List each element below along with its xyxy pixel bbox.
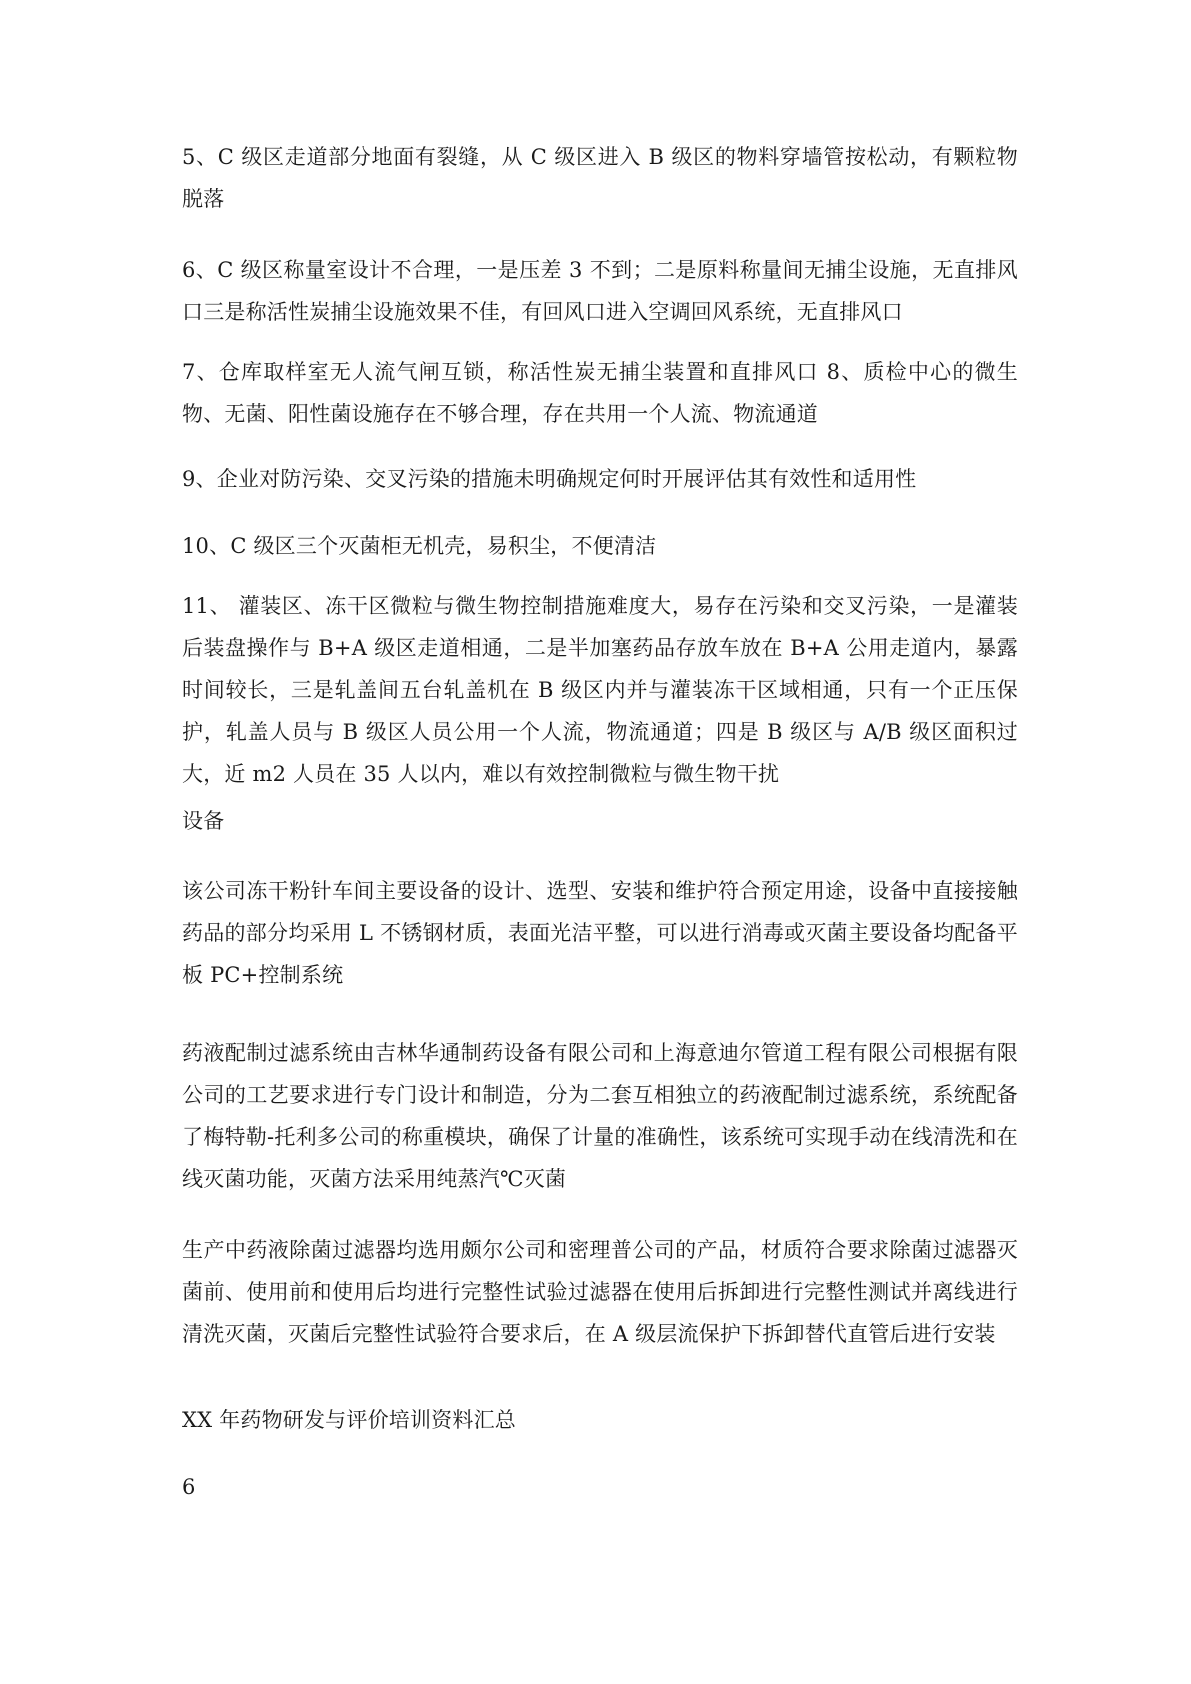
footer-title: XX 年药物研发与评价培训资料汇总 <box>182 1408 516 1432</box>
page-number: 6 <box>182 1475 196 1499</box>
paragraph-equipment-overview: 该公司冻干粉针车间主要设备的设计、选型、安装和维护符合预定用途，设备中直接接触药品的部分均采用 L 不锈钢材质，表面光洁平整，可以进行消毒或灭菌主要设备均配备平板 PC+控制系统 <box>182 879 1018 987</box>
paragraph-item-7: 7、仓库取样室无人流气闸互锁，称活性炭无捕尘装置和直排风口 8、质检中心的微生物、无菌、阳性菌设施存在不够合理，存在共用一个人流、物流通道 <box>182 360 1018 426</box>
paragraph-solution-system: 药液配制过滤系统由吉林华通制药设备有限公司和上海意迪尔管道工程有限公司根据有限公司的工艺要求进行专门设计和制造，分为二套互相独立的药液配制过滤系统，系统配备了梅特勒-托利多公司的称重模块，确保了计量的准确性，该系统可实现手动在线清洗和在线灭菌功能，灭菌方法采用纯蒸汽℃灭菌 <box>182 1041 1018 1191</box>
paragraph-item-6: 6、C 级区称量室设计不合理，一是压差 3 不到；二是原料称量间无捕尘设施，无直排风口三是称活性炭捕尘设施效果不佳，有回风口进入空调回风系统，无直排风口 <box>182 258 1018 324</box>
section-heading-equipment: 设备 <box>182 809 225 833</box>
paragraph-item-5: 5、C 级区走道部分地面有裂缝，从 C 级区进入 B 级区的物料穿墙管按松动，有颗粒物脱落 <box>182 145 1018 211</box>
paragraph-filters: 生产中药液除菌过滤器均选用颇尔公司和密理普公司的产品，材质符合要求除菌过滤器灭菌前、使用前和使用后均进行完整性试验过滤器在使用后拆卸进行完整性测试并离线进行清洗灭菌，灭菌后完整性试验符合要求后，在 A 级层流保护下拆卸替代直管后进行安装 <box>182 1238 1018 1346</box>
paragraph-item-9: 9、企业对防污染、交叉污染的措施未明确规定何时开展评估其有效性和适用性 <box>182 467 917 491</box>
paragraph-item-11: 11、 灌装区、冻干区微粒与微生物控制措施难度大，易存在污染和交叉污染，一是灌装后装盘操作与 B+A 级区走道相通，二是半加塞药品存放车放在 B+A 公用走道内，暴露时间较长，三是轧盖间五台轧盖机在 B 级区内并与灌装冻干区域相通，只有一个正压保护，轧盖人员与 B 级区人员公用一个人流，物流通道；四是 B 级区与 A/B 级区面积过大，近 m2 人员在 35 人以内，难以有效控制微粒与微生物干扰 <box>182 594 1018 786</box>
paragraph-item-10: 10、C 级区三个灭菌柜无机壳，易积尘，不便清洁 <box>182 534 657 558</box>
